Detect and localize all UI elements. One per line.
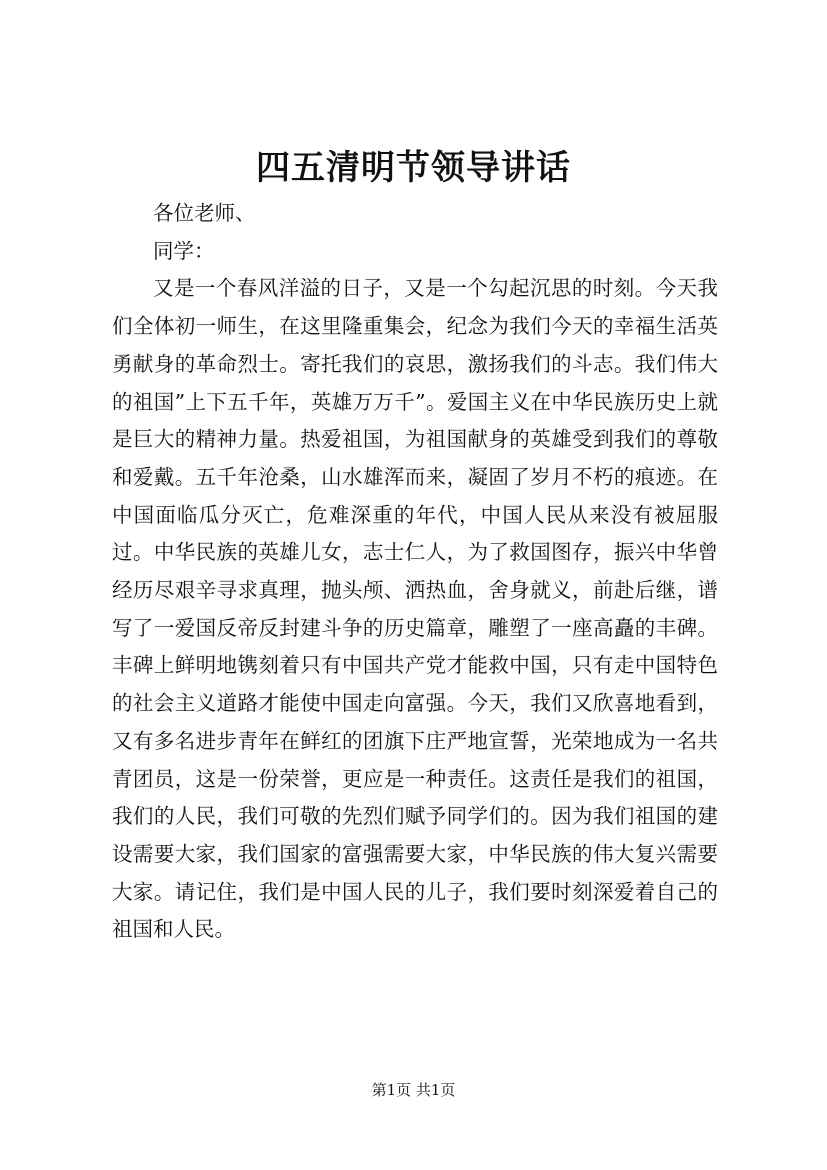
page-footer: 第1页 共1页 (371, 1081, 456, 1099)
document-body (112, 195, 718, 949)
salutation-teachers: 各位老师、 (153, 201, 256, 225)
salutation-students: 同学： (153, 238, 215, 263)
document-title: 四五清明节领导讲话 (256, 148, 571, 188)
speech-paragraph: 又是一个春风洋溢的日子，又是一个勾起沉思的时刻。今天我们全体初一师生，在这里隆重集会，纪念为我们今天的幸福生活英勇献身的革命烈士。寄托我们的哀思，激扬我们的斗志。我们伟大的祖国”上下五千年，英雄万万千”。爱国主义在中华民族历史上就是巨大的精神力量。热爱祖国，为祖国献身的英雄受到我们的尊敬和爱戴。五千年沧桑，山水雄浑而来，凝固了岁月不朽的痕迹。在中国面临瓜分灭亡，危难深重的年代，中国人民从来没有被屈服过。中华民族的英雄儿女，志士仁人，为了救国图存，振兴中华曾经历尽艰辛寻求真理，抛头颅、洒热血，舍身就义，前赴后继，谱写了一爱国反帝反封建斗争的历史篇章，雕塑了一座高矗的丰碑。丰碑上鲜明地镌刻着只有中国共产党才能救中国，只有走中国特色的社会主义道路才能使中国走向富强。今天，我们又欣喜地看到，又有多名进步青年在鲜红的团旗下庄严地宣誓，光荣地成为一名共青团员，这是一份荣誉，更应是一种责任。这责任是我们的祖国，我们的人民，我们可敬的先烈们赋予同学们的。因为我们祖国的建设需要大家，我们国家的富强需要大家，中华民族的伟大复兴需要大家。请记住，我们是中国人民的儿子，我们要时刻深爱着自己的祖国和人民。 (112, 276, 718, 942)
